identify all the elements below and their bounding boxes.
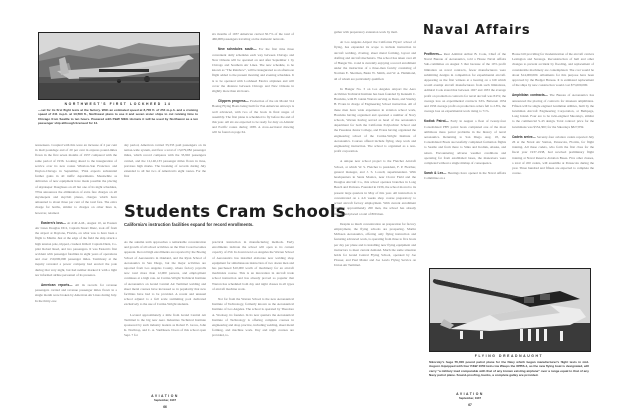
folio-page-number: 66: [163, 405, 167, 409]
photo2-caption: Sikorsky's huge 55,000 pound patrol plane for the Navy which began manufacturer's flight tests in mid-August. Equipped with four P&W 1050 twin-row Wasps the XPBS-1, as the new flying boat is designated, will carry "a military load comparable with that of any known existing airplane" over a range equal to that of any Navy patrol plane. Sound-proofing, bunks, a complete galley are provided.: [429, 360, 589, 378]
lockheed-photo: [38, 32, 200, 100]
folio-magazine: AVIATION: [456, 392, 484, 396]
flying-boat-photo: [429, 268, 591, 352]
paragraph: Not far from the Warren School is the new Aeronautical Institute of Technology, formerly known as the Aeronautical Institute of Los Angeles. The school is operated by Theodore A. Woolsey, its founder. In its new quarters the Aeronautical Institute of Technology is offering complete courses in engineering and shop practice, including welding, sheet metal forming, and machine work. Day and night courses are provided, to-: [212, 297, 294, 338]
right-page-folio: [445, 392, 495, 407]
paragraph: In Hangar No. 3 on Los Angeles Airport the Aero Activities Technical Institute has been founded by Kenneth C. Hawkins, with H. Glenn Warren serving as Dean, and Stanley H. Evans in charge of Engineering School instruction. All of these men have wide experience in aviation school work, Hawkins having organized and operated a number of Navy schools, Warren having served as head of the aeronautics department for both the California Polytechnic School and the Pasadena Junior College, and Evans having organized the engineering school of the Curtiss-Wright Institute of Aeronautics. Courses offered include flying, shop work and engineering instruction. The school is organized as a non-profit corporation.: [334, 86, 416, 154]
paragraph: day period, American carried 33,333 paid passengers on its nation-wide system, and flew a total of 13,079,082 passenger miles, which record compares with the 33,902 passengers carried, and the 12,140,133 passenger miles flown in June, previous high marks. The breaking of records during July extended to all but two of American's eight routes. For the first: [124, 143, 206, 179]
paragraph: Profiteers— Rear Admiral Arthur B. Cook, Chief of the Naval Bureau of Aeronautics, told a House Naval Affairs Sub-committee on August 3 that because of the 10% profit limitation on naval contracts, fewer manufacturers were submitting designs in competition for experimental aircraft. Appearing as the first witness at a hearing on a bill which would exempt aircraft manufacturers from such limitations, Admiral Cook stated that between 1927 and 1933 the average profit on production contracts for naval aircraft was 8.9%; the average loss on experimental contracts 34%. Between 1934 and 1936 average profit on production orders fell to 2.8%, the average loss on experimental work rising to 71%.: [424, 52, 506, 114]
paragraph: gether with preparatory extension work by mail.: [334, 30, 398, 34]
article-col-b: [212, 240, 294, 344]
paragraph: Sarah & Lex— Hearings have opened in the Naval Affairs Committee on a: [424, 171, 506, 181]
article-col-a: [124, 240, 206, 344]
photo1-title: NORTHWEST'S FIRST LOCKHEED 14: [64, 102, 172, 106]
left-page-col1: [35, 143, 117, 309]
paragraph: Located approximately a mile from Grand Central Air Terminal is the big new Aero Industries Technical Institute sponsored by such industry leaders as Robert E. Gross, John K. Northrop, and C. A. VanDusen. Doors of this school open Sept. 7 for: [124, 312, 206, 338]
paragraph: Despite so much concentration on preparation for factory employment, the flying schools are prospering. Martin McKeen Aeronautics, offering only flying instruction and featuring advanced work, is operating from three to five boats per day per plane and is installing new flying equipment and instructors to meet current demand. Much the same situation holds for Grand Central Flying School, operated by Joe Plosser, and Paul Mantz and Joe Lewis Flying Service on Union Air Terminal.: [334, 221, 416, 268]
article-subhead: California's instruction facilities expand for record enrollments.: [124, 222, 254, 227]
photo2-title: FLYING DREADNAUGHT: [474, 354, 544, 358]
paragraph: six months of 1937 American carried 30.7% of the total of 466,068 passengers traveling on the domestic network.: [212, 32, 294, 42]
section-title: Naval Affairs: [423, 23, 531, 38]
paragraph: House bill providing for modernization of the aircraft carriers Lexington and Saratoga. Reconstruction of hull and other changes to prevent accident by flooding, and replacement of considerable machinery are contemplated. The cost would be about $14,000,000. Allotments for this purpose have been approved by the Budget Bureau. It is estimated replacement of the ships by new construction would cost $75,000,000.: [512, 52, 594, 88]
paragraph: Cadets arrive— Seventy-four aviation cadets reported July 26 at the Naval Air Station, Pensacola, Florida, for flight training. All these cadets, who form the first class for the fiscal year 1937-1938, had received preliminary flight training at Naval Reserve Aviation Bases. Five other classes, a total of 450 cadets, will assemble at Pensacola during the year. Three hundred and fifteen are expected to complete the course.: [512, 134, 595, 176]
paragraph: nonsensers. Coupled with this were an increase of 2 per cent in mail poundage and of 20 per cent in express pound-miles flown in the first seven months of 1937 compared with the same period of 1936. Looking ahead to the inauguration of service over its new routes Winslow-San Francisco and Dayton-Chicago in September, TWA expects substantial further gains in all traffic departments. Meanwhile as deliveries of new equipment have made possible the placing of skysleeper Douglases on all but one of its night schedules, TWA announces the elimination of extra fare charges on all skysleepers and skyclub planes, charges which have amounted to about three per cent of the total fare. The extra charge for berths, similar to charges on other lines is, however, retained.: [35, 143, 117, 215]
folio-date: September, 1937: [458, 396, 482, 400]
left-page-col2-top: [124, 143, 206, 184]
naval-col-b: [512, 52, 594, 181]
paragraph: As the autumn term approaches a remarkable concentration and growth of all school activities on the West Coast becomes apparent. Record high enrollments are reported by the Boeing School of Aeronautics in Oakland, and the Ryan School of Aeronautics in San Diego, but the major activities are reported from Los Angeles County, where factory payrolls now total more than 12,000 persons, and employment continues at a high rate. At Curtiss-Wright Technical Institute of Aeronautics on Grand Central Air Terminal welding and sheet metal courses have increased so in popularity that new facilities have had to be provided. A recent and unusual school adjunct is a full scale swimming pool dedicated exclusively to the use of Curtiss-Wright students.: [124, 240, 206, 307]
paragraph: Clippers progress— Production of the six Model 314 Boeing Flying Boats being built for Pan American Airways is well advanced, with two of the boats in final stages of assembly. The first plane is scheduled to fly before the end of this year. All six are expected to be ready for duty on Atlantic and Pacific routes during 1938. A cross-sectional drawing will be found on page 64.: [212, 99, 295, 135]
paragraph: At Los Angeles Airport the California Flyers' school of flying, has expanded its scope to include instruction in aircraft welding, riveting, sheet metal forming, layout and drafting and aircraft mechanics. The school has taken over all of Hangar No. 4 and is currently enjoying a record enrollment under the instruction of a three-man faculty consisting of Norman E. Sherman, Basin W. Smith, and W. A. Hammond, all of whom are particularly qualified.: [334, 40, 416, 81]
paragraph: Eastern's loss— At 4:40 A.M., August 10, an Eastern Air Lines Douglas DC2, Captain Stuart Dietz, took off from the airport at Daytona, Florida, on what was to have been a flight to Miami. Just at the edge of the field the ship struck a high tension pole, tripped, crashed. Killed: Captain Dietz, Co-pilot Robert Reed, and two passengers. It was Eastern's first accident with passenger fatalities in eight years of operations and over 150,000,000 passenger miles. Testimony at the inquiry revealed a power company had erected the pole during that very night, but had neither marked it with a light nor informed airline personnel of its presence.: [35, 220, 117, 277]
article-headline: Students Cram Schools: [124, 202, 346, 221]
airplane-illustration-icon: [39, 33, 199, 99]
flying-boat-illustration-icon: [430, 269, 590, 351]
left-page-folio: [140, 394, 190, 409]
naval-col-a: [424, 52, 506, 187]
paragraph: Amphibian contracts— The Bureau of Aeronautics has announced the placing of contracts for nineteen amphibians. Fifteen will be single engined Grumman utilities, built by the Grumman Aircraft Engineering Corporation, at Bethpage, Long Island. Four are to be twin-engined Sikorskys, similar to the commercial S-43 design. Total contract price for the Grummans was $554,300; for the Sikorskys $827,859.: [512, 93, 594, 129]
folio-date: September, 1937: [153, 398, 177, 402]
folio-magazine: AVIATION: [151, 394, 179, 398]
paragraph: Kodiak Patrol— Early in August a fleet of twenty-four Consolidated PBY patrol boats completed one of the most ambitious mass patrol problems in the history of naval aeronautics. Returning to San Diego Aug. 18, the Consolidated Boats successfully completed formation flights to Seattle and from there to Sitka and Kodiak, Alaska, and return. Encountering adverse weather conditions and operating far from established bases, the maneuvers were completed without a single mishap of consequence.: [424, 119, 507, 166]
paragraph: American reports— All its records for revenue passengers carried and revenue passenger miles flown in a single month were broken by American Air Lines during July. In the thirty-one: [35, 283, 117, 303]
left-page-col3-top: [212, 32, 294, 141]
paragraph: A unique new school project is the Fletcher Aircraft School, at which W. S. Fletcher is president, F. P. Fletcher, general manager, and J. S. Lowell, superintendent. With headquarters in Santa Monica, near Clover Field and the Douglas Aircraft Co., this school operates branches in Long Beach and Pomona. Founded in 1936, the school moved to its present large quarters in May of this year. All instruction is concentrated on a 4-6 weeks shop course preparatory to actual aircraft factory employment. With current enrollment totalling approximately 200 men, the school has already trained and placed a total of 800 men.: [334, 159, 416, 216]
photo1-caption: —set for its first flight tests at the factory. With an estimated speed at 8,700 ft. of 254 m.p.h. and a cruising speed of 241 m.p.h. at 13,500 ft., Northwest plans to use it and seven sister ships to cut running time to Chicago from Seattle to ten hours. Powered with P&W SIEG Hornets it will be used by Northwest as a ten passenger ship although licensed for 14.: [38, 108, 198, 126]
right-page-col-left: [334, 30, 416, 274]
paragraph: practical instruction in manufacturing methods. Early enrollments indicate the school will open to its current capacity of 250. In downtown Los Angeles the Warren School of Aeronautics has installed elaborate new welding shop equipment for simultaneous instruction of two dozen men and has purchased $10,000 worth of machinery for an aircraft machinists course. This is an innovation in aircraft trade school instruction and has already proved so popular that Warren has scheduled both day and night classes in all types of aircraft machine work.: [212, 240, 294, 291]
folio-page-number: 67: [468, 403, 472, 407]
paragraph: New schedules south— For the first time three convenient daily schedules each way between Chicago and New Orleans will be operated on and after September 1 by Chicago and Southern Air Lines. The new schedule, to be known as "The Rainbow", will be inaugurated as an afternoon flight added to the present morning and evening schedules. It is to be operated with Lockheed Electra airplanes and will cover the distance between Chicago and New Orleans in slightly more than six hours.: [212, 47, 294, 94]
